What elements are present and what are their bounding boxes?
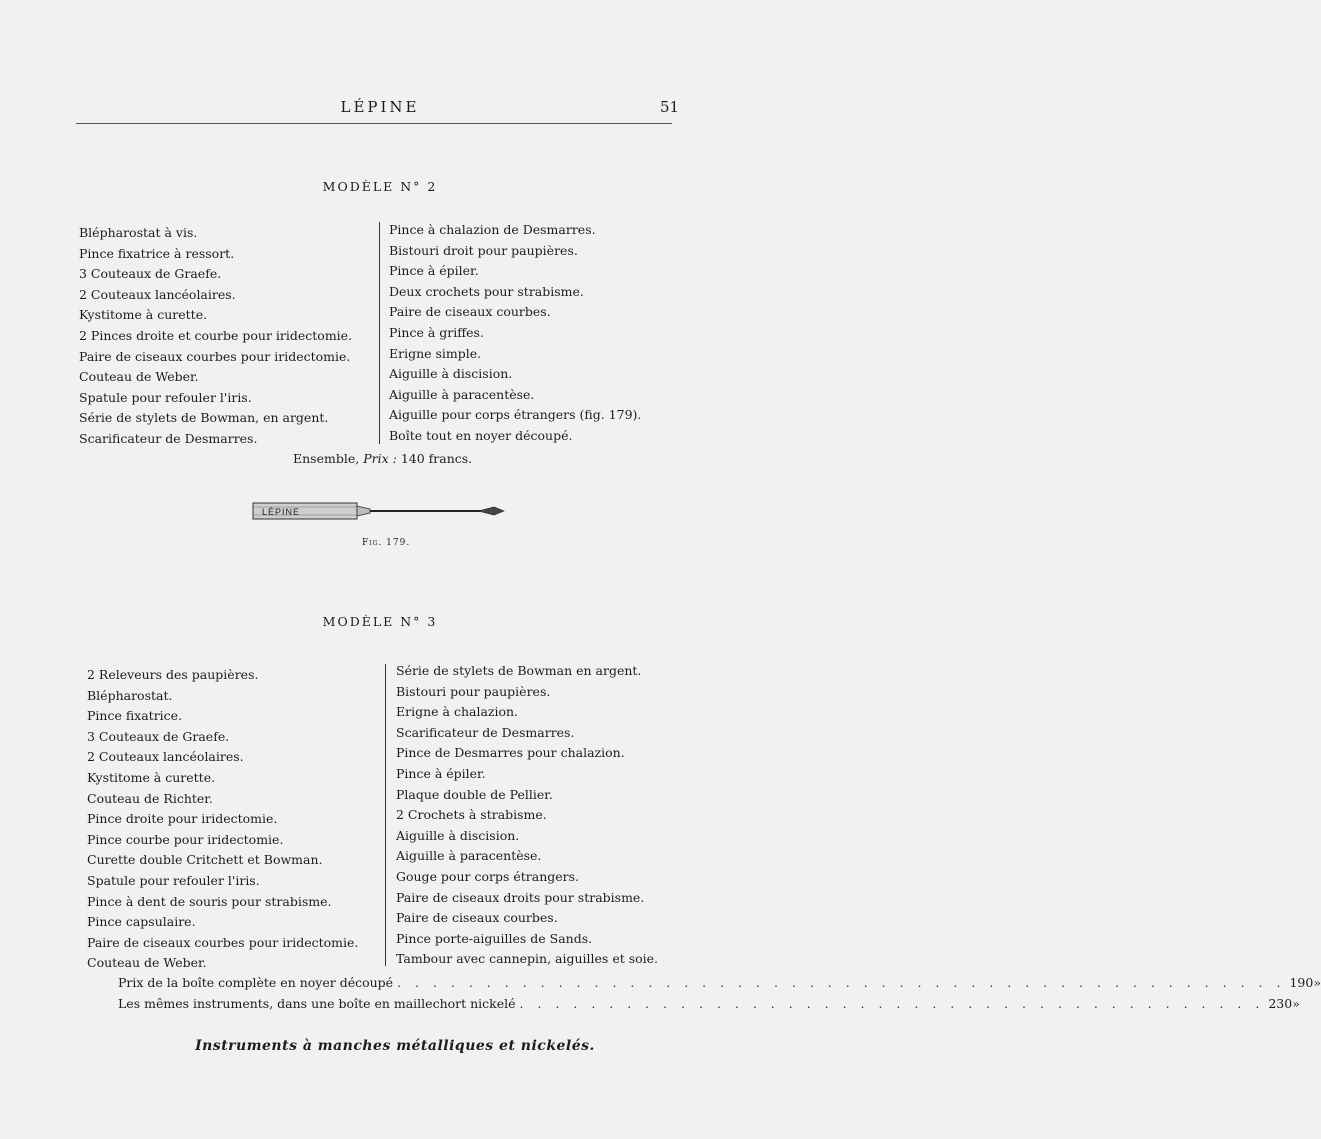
price-line-maillechort (118, 996, 1300, 1011)
list-item: Kystitome à curette. (79, 307, 208, 323)
section-heading-metal-handles: Instruments à manches métalliques et nickelés. (195, 1038, 595, 1054)
list-item: 3 Couteaux de Graefe. (87, 728, 230, 744)
list-item: Plaque double de Pellier. (396, 786, 553, 802)
page-number: 51 (660, 98, 680, 116)
list-item: Pince droite pour iridectomie. (87, 811, 278, 827)
list-item: Pince fixatrice à ressort. (79, 245, 235, 261)
ensemble-price (293, 451, 472, 466)
list-item: Bistouri pour paupières. (396, 683, 551, 699)
list-item: 2 Crochets à strabisme. (396, 807, 547, 823)
list-item: Aiguille à discision. (396, 827, 520, 843)
list-item: Pince fixatrice. (87, 708, 183, 724)
list-item: Aiguille à discision. (389, 366, 513, 382)
list-item: Aiguille pour corps étrangers (fig. 179). (389, 407, 642, 423)
modele-3-title: MODÈLE N° 3 (322, 614, 438, 629)
figure-caption-number: 179. (386, 538, 411, 548)
list-item: Tambour avec cannepin, aiguilles et soie. (396, 951, 659, 967)
header-rule (76, 123, 672, 124)
list-item: Couteau de Weber. (79, 369, 199, 385)
list-item: Paire de ciseaux courbes pour iridectomie. (87, 934, 359, 950)
prix-label: Prix : (363, 451, 397, 466)
modele-3-right-list (396, 661, 658, 970)
list-item: Couteau de Richter. (87, 790, 213, 806)
needle-instrument-icon (252, 498, 512, 528)
list-item: 2 Pinces droite et courbe pour iridectomie. (79, 327, 353, 343)
list-item: Aiguille à paracentèse. (389, 386, 535, 402)
modele-2-left-list (79, 223, 352, 450)
list-item: Pince à dent de souris pour strabisme. (87, 893, 332, 909)
list-item: Blépharostat. (87, 687, 173, 703)
list-item: Paire de ciseaux courbes. (396, 910, 558, 926)
list-item: Série de stylets de Bowman, en argent. (79, 410, 329, 426)
modele-2-right-list (389, 220, 641, 447)
list-item: Erigne à chalazion. (396, 704, 519, 720)
instrument-illustration (252, 498, 512, 532)
modele-3-left-list (87, 665, 358, 974)
ensemble-prefix: Ensemble, (293, 451, 360, 466)
ditto-mark: » (1292, 996, 1300, 1011)
list-item: Pince de Desmarres pour chalazion. (396, 745, 625, 761)
list-item: 2 Couteaux lancéolaires. (79, 286, 236, 302)
list-item: Deux crochets pour strabisme. (389, 283, 584, 299)
list-item: Curette double Critchett et Bowman. (87, 852, 323, 868)
price-line-noyer (118, 975, 1321, 990)
list-item: Pince capsulaire. (87, 914, 196, 930)
dot-leader: . . . . . . . . . . . . . . . . . . . . . . . . . . . . . . . . . . . . . . . . . . (519, 996, 1265, 1011)
column-divider (379, 222, 380, 444)
price-amount: 190 (1289, 975, 1314, 990)
list-item: Couteau de Weber. (87, 955, 207, 971)
list-item: Paire de ciseaux droits pour strabisme. (396, 889, 645, 905)
running-header-title: LÉPINE (340, 98, 420, 116)
list-item: Scarificateur de Desmarres. (79, 430, 258, 446)
list-item: Pince à chalazion de Desmarres. (389, 222, 596, 237)
list-item: Aiguille à paracentèse. (396, 848, 542, 864)
list-item: Pince porte-aiguilles de Sands. (396, 930, 593, 946)
price-line-text: Les mêmes instruments, dans une boîte en maillechort nickelé (118, 996, 516, 1011)
list-item: Paire de ciseaux courbes. (389, 304, 551, 320)
price-amount: 230 (1268, 996, 1293, 1011)
figure-caption (362, 538, 410, 548)
list-item: Boîte tout en noyer découpé. (389, 427, 573, 443)
list-item: Spatule pour refouler l'iris. (79, 389, 252, 405)
ditto-mark: » (1313, 975, 1321, 990)
list-item: Série de stylets de Bowman en argent. (396, 663, 642, 678)
handle-label: LÉPINE (262, 507, 301, 517)
list-item: 2 Couteaux lancéolaires. (87, 749, 244, 765)
list-item: Scarificateur de Desmarres. (396, 724, 575, 740)
list-item: Pince à épiler. (389, 263, 479, 279)
list-item: Paire de ciseaux courbes pour iridectomie. (79, 348, 351, 364)
list-item: Kystitome à curette. (87, 769, 216, 785)
list-item: Gouge pour corps étrangers. (396, 868, 580, 884)
price-line-text: Prix de la boîte complète en noyer découpé (118, 975, 394, 990)
list-item: Pince courbe pour iridectomie. (87, 831, 284, 847)
list-item: Pince à griffes. (389, 324, 484, 340)
modele-2-title: MODÈLE N° 2 (322, 179, 438, 194)
list-item: Pince à épiler. (396, 765, 486, 781)
figure-caption-label: Fig. (362, 538, 383, 548)
list-item: 2 Releveurs des paupières. (87, 667, 259, 682)
ensemble-amount: 140 francs. (400, 451, 473, 466)
list-item: Bistouri droit pour paupières. (389, 242, 578, 258)
list-item: Spatule pour refouler l'iris. (87, 872, 260, 888)
list-item: Blépharostat à vis. (79, 225, 198, 240)
list-item: 3 Couteaux de Graefe. (79, 266, 222, 282)
dot-leader: . . . . . . . . . . . . . . . . . . . . . . . . . . . . . . . . . . . . . . . . . . . . . . . . . . (397, 975, 1286, 990)
list-item: Erigne simple. (389, 345, 482, 361)
column-divider (385, 664, 386, 966)
